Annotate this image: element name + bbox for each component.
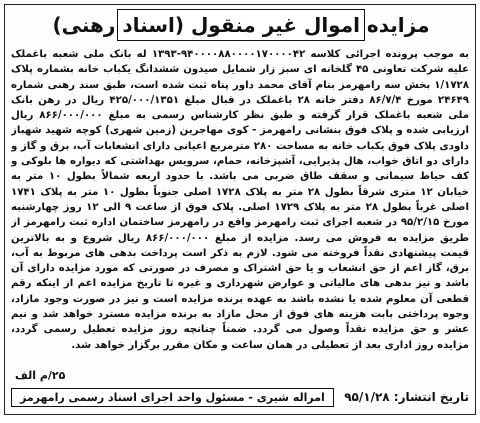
notice-body: به موجب پرونده اجرائی کلاسه ۹۴۰۰۰۰۸۸۰۰۰۰۱۷۰۰۰۰۴۲-۱۳۹۳ له بانک ملی شعبه باغملک علیه شرکت تعاونی ۴۵ گلخانه ای سبز زار شمایل صیدون ششدانگ یکباب خانه بشماره پلاک ۱/۱۷۲۸ بخش سه رامهرمز بنام آقای محمد داور پناه ثبت شده است، طبق سند رهنی شماره ۲۴۶۴۹ مورخ ۸۶/۷/۴ دفتر خانه ۲۸ باغملک در قبال مبلغ ۴۲۵/۰۰۰/۱۳۵۱ ریال در رهن بانک ملی شعبه باغملک قرار گرفته و طبق نظر کارشناس رسمی به مبلغ ۸۶۶/۰۰۰/۰۰۰ ریال ارزیابی شده و پلاک فوق بنشانی رامهرمز - کوی مهاجرین (زمین شهری) کوچه شهید شهباز داودی پلاک فوق یکباب خانه به مساحت ۲۸۰ مترمربع اعیانی دارای انشعابات آب، برق و گاز و دارای دو اتاق خواب، هال پذیرایی، آشپزخانه، حمام، سرویس بهداشتی که دیواره ها بلوکی و کف حیاط سیمانی و سقف طاق ضربی می باشد. با حدود اربعه شمالاً بطول ۱۰ متر به خیابان ۱۲ متری شرقاً بطول ۲۸ متر به پلاک ۱۷۲۸ اصلی جنوباً بطول ۱۰ متر به پلاک ۱۷۴۱ اصلی غرباً بطول ۲۸ متر به پلاک ۱۷۲۹ اصلی. پلاک فوق از ساعت ۹ الی ۱۲ روز چهارشنبه مورخ ۹۵/۲/۱۵ در شعبه اجرای ثبت رامهرمز واقع در رامهرمز ساختمان اداره ثبت رامهرمز از طریق مزایده به فروش می رسد. مزایده از مبلغ ۸۶۶/۰۰۰/۰۰۰ ریال شروع و به بالاترین قیمت پیشنهادی نقداً فروخته می شود. لازم به ذکر است پرداخت بدهی های مربوط به آب، برق، گاز اعم از حق انشعاب و یا حق اشتراک و مصرف در صورتی که مورد مزایده دارای آن باشد و نیز بدهی های مالیاتی و عوارض شهرداری و غیره تا تاریخ مزایده اعم از اینکه رقم قطعی آن معلوم شده یا نشده باشد به عهده برنده مزایده است و نیز در صورت وجود مازاد، وجوه پرداختی بابت هزینه های فوق از محل مازاد به برنده مزایده مسترد خواهد شد و نیم عشر و حق مزایده نقداً وصول می گردد. ضمناً چنانچه روز مزایده تعطیل رسمی گردد، مزایده روز اداری بعد از تعطیلی در همان ساعت و مکان مقرر برگزار خواهد شد. (11, 49, 469, 351)
reference-code: ۲۵/م الف (15, 369, 66, 382)
auction-notice (4, 4, 476, 415)
title-frame (52, 9, 430, 41)
notice-title: مزایده اموال غیر منقول (اسناد رهنی) (52, 13, 430, 37)
signature: امراله شیری - مسئول واحد اجرای اسناد رسمی رامهرمز (11, 388, 334, 407)
notice-footer (11, 386, 469, 408)
publish-date: تاریخ انتشار: ۹۵/۱/۲۸ (344, 390, 469, 404)
